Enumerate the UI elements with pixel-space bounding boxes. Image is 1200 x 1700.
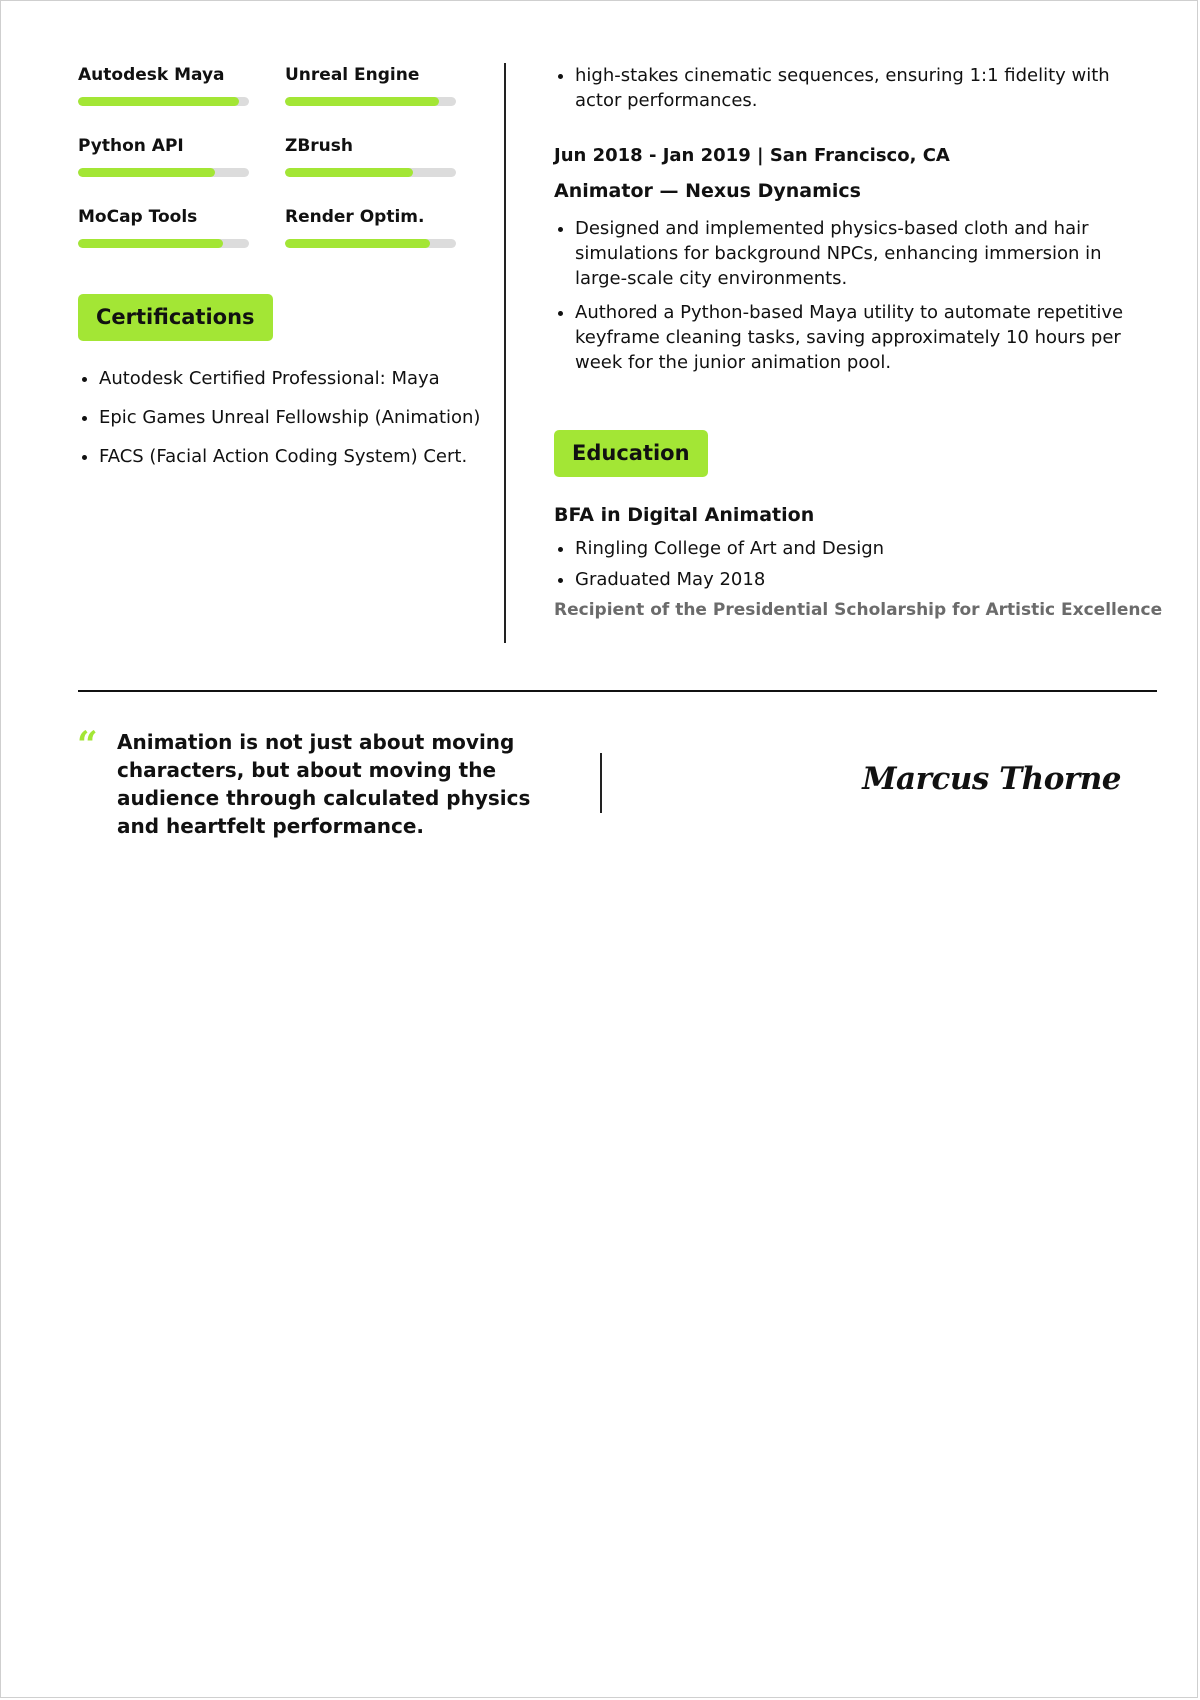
skill-bar	[285, 239, 456, 248]
skill-name: MoCap Tools	[78, 207, 198, 227]
skill-bar-fill	[285, 168, 413, 177]
education-item: • Graduated May 2018	[575, 567, 1126, 592]
experience-bullet: • high-stakes cinematic sequences, ensuring 1:1 fidelity with actor performances.	[575, 63, 1126, 113]
education-note: Recipient of the Presidential Scholarship for Artistic Excellence	[554, 600, 1163, 620]
skill-item	[78, 134, 249, 177]
signature: Marcus Thorne	[862, 761, 1121, 797]
quote-icon: “	[77, 724, 98, 766]
job-dates-location: Jun 2018 - Jan 2019 | San Francisco, CA	[554, 145, 950, 166]
certification-item: • FACS (Facial Action Coding System) Cert.	[99, 443, 484, 471]
job-title: Animator — Nexus Dynamics	[554, 180, 861, 202]
experience-continued-list	[554, 63, 1126, 113]
skill-bar	[285, 97, 456, 106]
skill-name: ZBrush	[285, 136, 353, 156]
skill-bar	[78, 239, 249, 248]
skill-item	[285, 63, 456, 106]
quote-text: Animation is not just about moving characters, but about moving the audience through calculated physics and heartfelt performance.	[117, 730, 531, 838]
skill-bar	[285, 168, 456, 177]
skill-bar-fill	[285, 97, 439, 106]
left-column	[78, 63, 504, 643]
skill-name: Autodesk Maya	[78, 65, 225, 85]
skill-bar	[78, 168, 249, 177]
skills-grid	[78, 63, 484, 248]
skill-bar-fill	[285, 239, 430, 248]
education-heading: Education	[554, 430, 708, 477]
skill-name: Unreal Engine	[285, 65, 420, 85]
education-item: • Ringling College of Art and Design	[575, 536, 1126, 561]
degree-title: BFA in Digital Animation	[554, 504, 815, 526]
job-bullets	[554, 216, 1126, 375]
certifications-heading: Certifications	[78, 294, 273, 341]
skill-item	[78, 63, 249, 106]
certification-item: • Autodesk Certified Professional: Maya	[99, 365, 484, 393]
skill-bar-fill	[78, 168, 215, 177]
experience-bullet: • Designed and implemented physics-based cloth and hair simulations for background NPCs, enhancing immersion in large-scale city environments.	[575, 216, 1126, 291]
skill-item	[285, 134, 456, 177]
certification-item: • Epic Games Unreal Fellowship (Animation)	[99, 404, 484, 432]
quote-divider	[600, 753, 602, 813]
skill-item	[285, 205, 456, 248]
certifications-list	[78, 365, 484, 471]
skill-name: Render Optim.	[285, 207, 425, 227]
skill-item	[78, 205, 249, 248]
skill-bar-fill	[78, 97, 239, 106]
education-list	[554, 536, 1126, 592]
section-divider	[78, 690, 1157, 692]
skill-bar	[78, 97, 249, 106]
skill-bar-fill	[78, 239, 223, 248]
two-column-layout	[78, 63, 1163, 643]
right-column	[506, 63, 1163, 643]
experience-bullet: • Authored a Python-based Maya utility to automate repetitive keyframe cleaning tasks, saving approximately 10 hours per week for the junior animation pool.	[575, 300, 1126, 375]
skill-name: Python API	[78, 136, 184, 156]
